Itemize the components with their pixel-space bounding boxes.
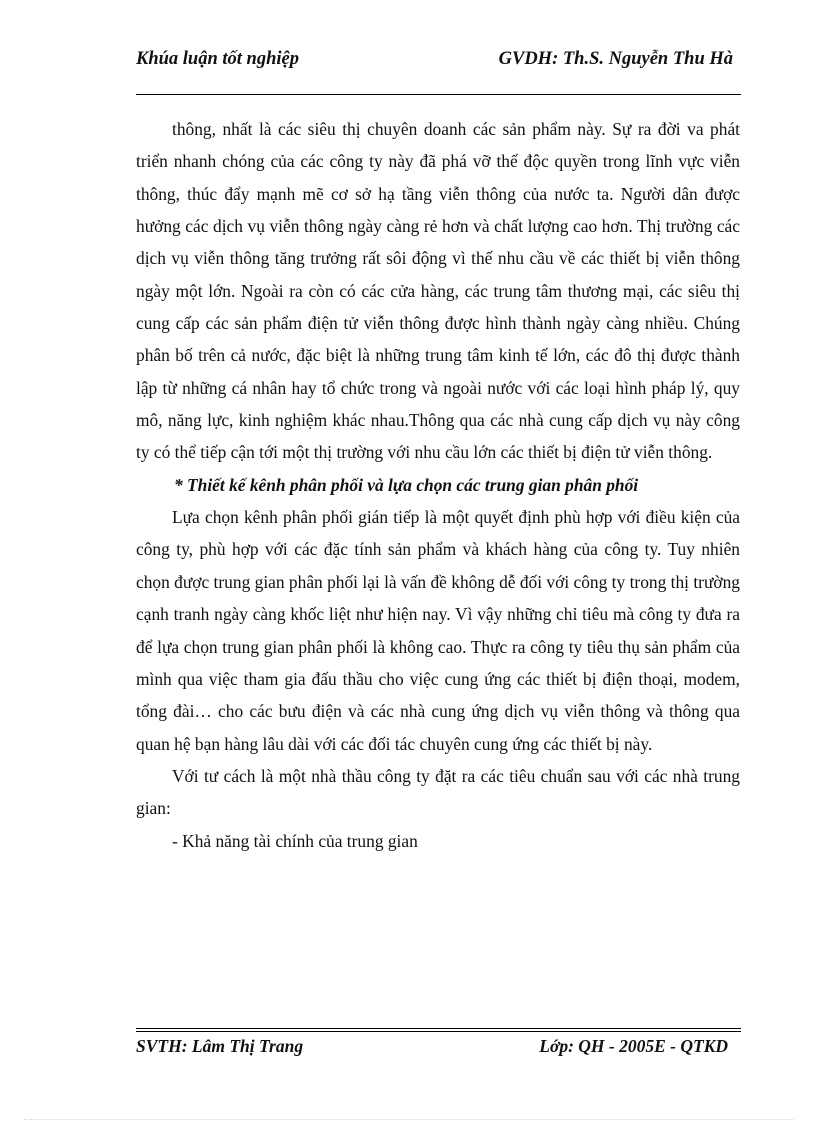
page-footer [136, 1036, 740, 1062]
paragraph-channel-selection: Lựa chọn kênh phân phối gián tiếp là một quyết định phù hợp với điều kiện của công ty, phù hợp với các đặc tính sản phẩm và khách hàng của công ty. Tuy nhiên chọn được trung gian phân phối lại là vấn đề không dễ đối với công ty trong thị trường cạnh tranh ngày càng khốc liệt như hiện nay. Vì vậy những chỉ tiêu mà công ty đưa ra để lựa chọn trung gian phân phối là không cao. Thực ra công ty tiêu thụ sản phẩm của mình qua việc tham gia đấu thầu cho việc cung ứng các thiết bị điện thoại, modem, tổng đài… cho các bưu điện và các nhà cung ứng dịch vụ viễn thông và thông qua quan hệ bạn hàng lâu dài với các đối tác chuyên cung ứng các thiết bị này. [136, 507, 740, 754]
header-divider [136, 94, 741, 95]
page-body [136, 113, 740, 857]
class-code: Lớp: QH - 2005E - QTKD [539, 1036, 728, 1056]
page-bottom-edge [24, 1119, 794, 1120]
criteria-item-financial: - Khả năng tài chính của trung gian [172, 830, 418, 851]
paragraph-criteria-intro: Với tư cách là một nhà thầu công ty đặt ra các tiêu chuẩn sau với các nhà trung gian: [136, 765, 740, 819]
advisor-name: GVDH: Th.S. Nguyễn Thu Hà [498, 49, 733, 69]
paragraph-market: thông, nhất là các siêu thị chuyên doanh các sản phẩm này. Sự ra đời va phát triển nhanh chóng của các công ty này đã phá vỡ thế độc quyền trong lĩnh vực viễn thông, thúc đẩy mạnh mẽ cơ sở hạ tầng viễn thông của nước ta. Người dân được hưởng các dịch vụ viễn thông ngày càng rẻ hơn và chất lượng cao hơn. Thị trường các dịch vụ viễn thông tăng trưởng rất sôi động vì thế nhu cầu về các thiết bị viễn thông ngày một lớn. Ngoài ra còn có các cửa hàng, các trung tâm thương mại, các siêu thị cung cấp các sản phẩm điện tử viễn thông được hình thành ngày càng nhiều. Chúng phân bố trên cả nước, đặc biệt là những trung tâm kinh tế lớn, các đô thị được thành lập từ những cá nhân hay tổ chức trong và ngoài nước với các loại hình pháp lý, quy mô, năng lực, kinh nghiệm khác nhau.Thông qua các nhà cung cấp dịch vụ này công ty có thể tiếp cận tới một thị trường với nhu cầu lớn các thiết bị điện tử viễn thông. [136, 119, 740, 463]
page-header [136, 49, 740, 75]
footer-divider-top [136, 1028, 741, 1029]
footer-divider-bottom [136, 1031, 741, 1032]
section-heading: * Thiết kế kênh phân phối và lựa chọn các trung gian phân phối [174, 474, 639, 495]
student-name: SVTH: Lâm Thị Trang [136, 1036, 304, 1056]
thesis-title: Khúa luận tốt nghiệp [136, 49, 299, 69]
